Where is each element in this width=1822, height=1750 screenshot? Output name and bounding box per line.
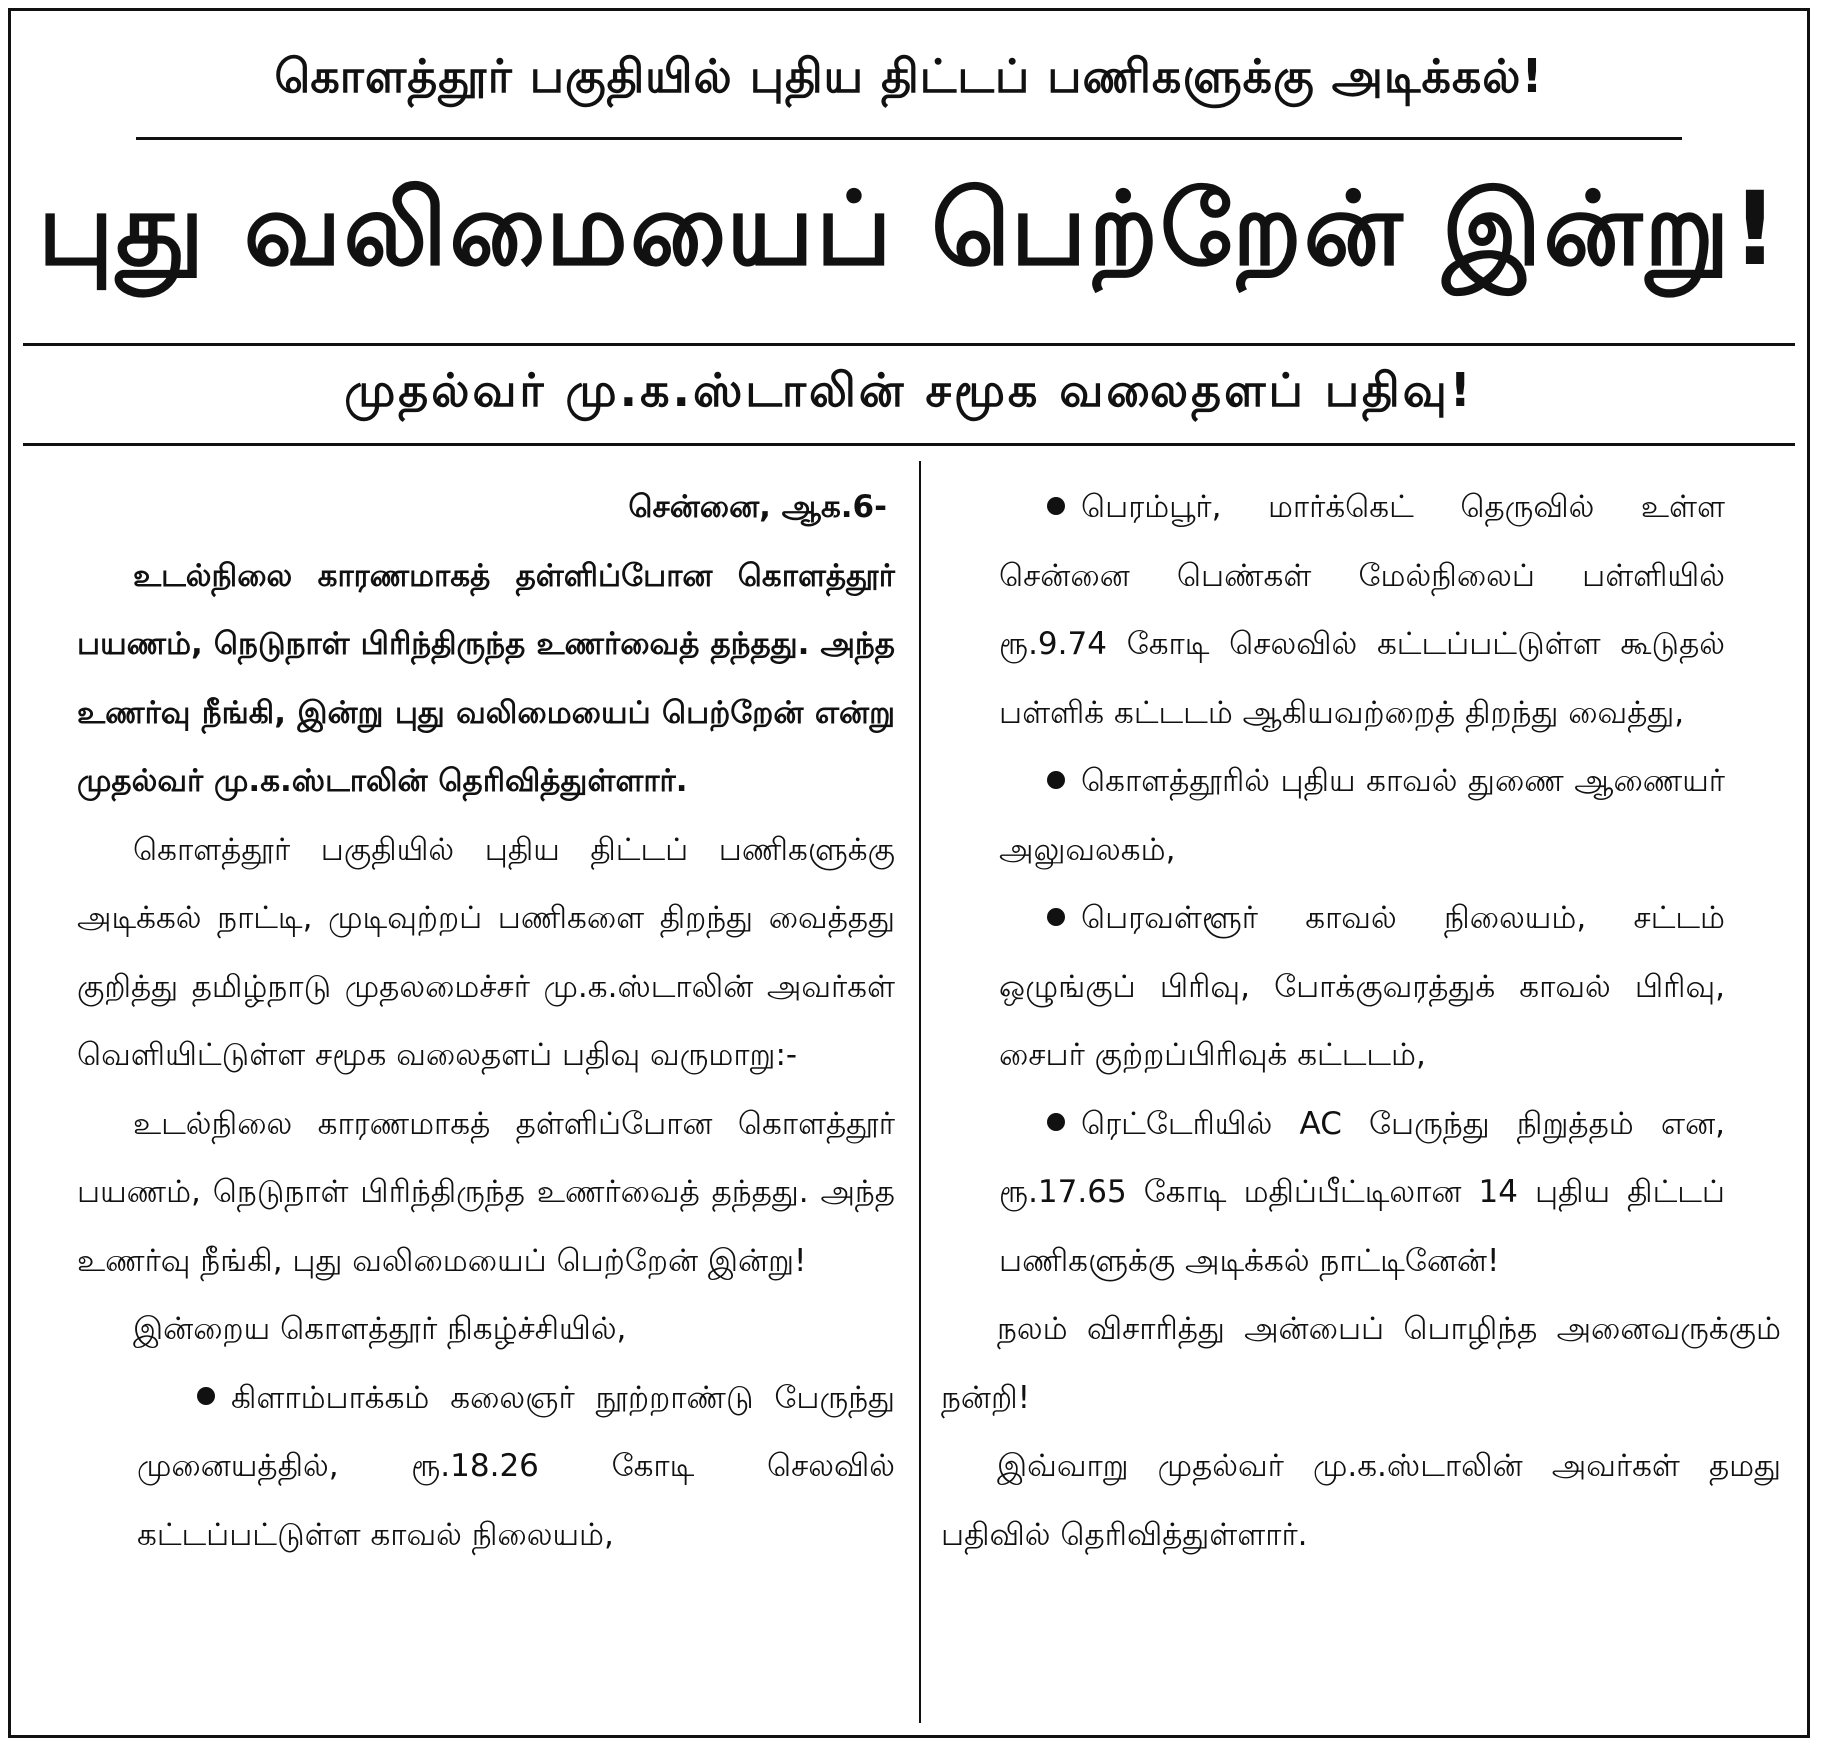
- body-paragraph-2: உடல்நிலை காரணமாகத் தள்ளிப்போன கொளத்தூர் பயணம், நெடுநாள் பிரிந்திருந்த உணர்வைத் தந்தது. அந்த உணர்வு நீங்கி, புது வலிமையைப் பெற்றேன் இன்று!: [77, 1105, 895, 1279]
- dateline: சென்னை, ஆக.6-: [628, 489, 887, 525]
- bullet-item-5: [941, 1090, 1781, 1296]
- headline-rule: [23, 343, 1795, 346]
- column-divider: [919, 461, 921, 1723]
- sub-headline: முதல்வர் மு.க.ஸ்டாலின் சமூக வலைதளப் பதிவு!: [344, 363, 1474, 417]
- main-headline: புது வலிமையைப் பெற்றேன் இன்று!: [37, 170, 1781, 289]
- kicker-headline: கொளத்தூர் பகுதியில் புதிய திட்டப் பணிகளுக்கு அடிக்கல்!: [274, 49, 1544, 103]
- bullet-text: பெரம்பூர், மார்க்கெட் தெருவில் உள்ள சென்னை பெண்கள் மேல்நிலைப் பள்ளியில் ரூ.9.74 கோடி செலவில் கட்டப்பட்டுள்ள கூடுதல் பள்ளிக் கட்டடம் ஆகியவற்றைத் திறந்து வைத்து,: [999, 489, 1725, 731]
- bullet-item-1: [77, 1364, 895, 1570]
- bullet-item-2: [941, 473, 1781, 747]
- bullet-item-4: [941, 884, 1781, 1090]
- kicker-rule: [136, 137, 1682, 140]
- bullet-dot-icon: [1047, 771, 1065, 789]
- bullet-dot-icon: [1047, 1113, 1065, 1131]
- body-paragraph-4: நலம் விசாரித்து அன்பைப் பொழிந்த அனைவருக்கும் நன்றி!: [941, 1311, 1781, 1416]
- body-paragraph-1: கொளத்தூர் பகுதியில் புதிய திட்டப் பணிகளுக்கு அடிக்கல் நாட்டி, முடிவுற்றப் பணிகளை திறந்து வைத்தது குறித்து தமிழ்நாடு முதலமைச்சர் மு.க.ஸ்டாலின் அவர்கள் வெளியிட்டுள்ள சமூக வலைதளப் பதிவு வருமாறு:-: [77, 831, 895, 1073]
- bullet-item-3: [941, 747, 1781, 884]
- bullet-dot-icon: [197, 1387, 215, 1405]
- lead-paragraph: உடல்நிலை காரணமாகத் தள்ளிப்போன கொளத்தூர் பயணம், நெடுநாள் பிரிந்திருந்த உணர்வைத் தந்தது. அந்த உணர்வு நீங்கி, இன்று புது வலிமையைப் பெற்றேன் என்று முதல்வர் மு.க.ஸ்டாலின் தெரிவித்துள்ளார்.: [77, 557, 895, 799]
- newspaper-clipping: [8, 8, 1810, 1738]
- bullet-text: கிளாம்பாக்கம் கலைஞர் நூற்றாண்டு பேருந்து முனையத்தில், ரூ.18.26 கோடி செலவில் கட்டப்பட்டுள்ள காவல் நிலையம்,: [137, 1379, 895, 1553]
- subhead-rule: [23, 443, 1795, 446]
- bullet-dot-icon: [1047, 497, 1065, 515]
- bullet-text: பெரவள்ளூர் காவல் நிலையம், சட்டம் ஒழுங்குப் பிரிவு, போக்குவரத்துக் காவல் பிரிவு, சைபர் குற்றப்பிரிவுக் கட்டடம்,: [999, 900, 1725, 1073]
- bullet-dot-icon: [1047, 908, 1065, 926]
- body-paragraph-3: இன்றைய கொளத்தூர் நிகழ்ச்சியில்,: [133, 1311, 627, 1347]
- right-column: [941, 473, 1781, 1569]
- bullet-text: கொளத்தூரில் புதிய காவல் துணை ஆணையர் அலுவலகம்,: [999, 763, 1725, 868]
- body-paragraph-5: இவ்வாறு முதல்வர் மு.க.ஸ்டாலின் அவர்கள் தமது பதிவில் தெரிவித்துள்ளார்.: [941, 1448, 1781, 1553]
- left-column: [77, 473, 895, 1569]
- bullet-text: ரெட்டேரியில் AC பேருந்து நிறுத்தம் என, ரூ.17.65 கோடி மதிப்பீட்டிலான 14 புதிய திட்டப் பணிகளுக்கு அடிக்கல் நாட்டினேன்!: [999, 1105, 1725, 1279]
